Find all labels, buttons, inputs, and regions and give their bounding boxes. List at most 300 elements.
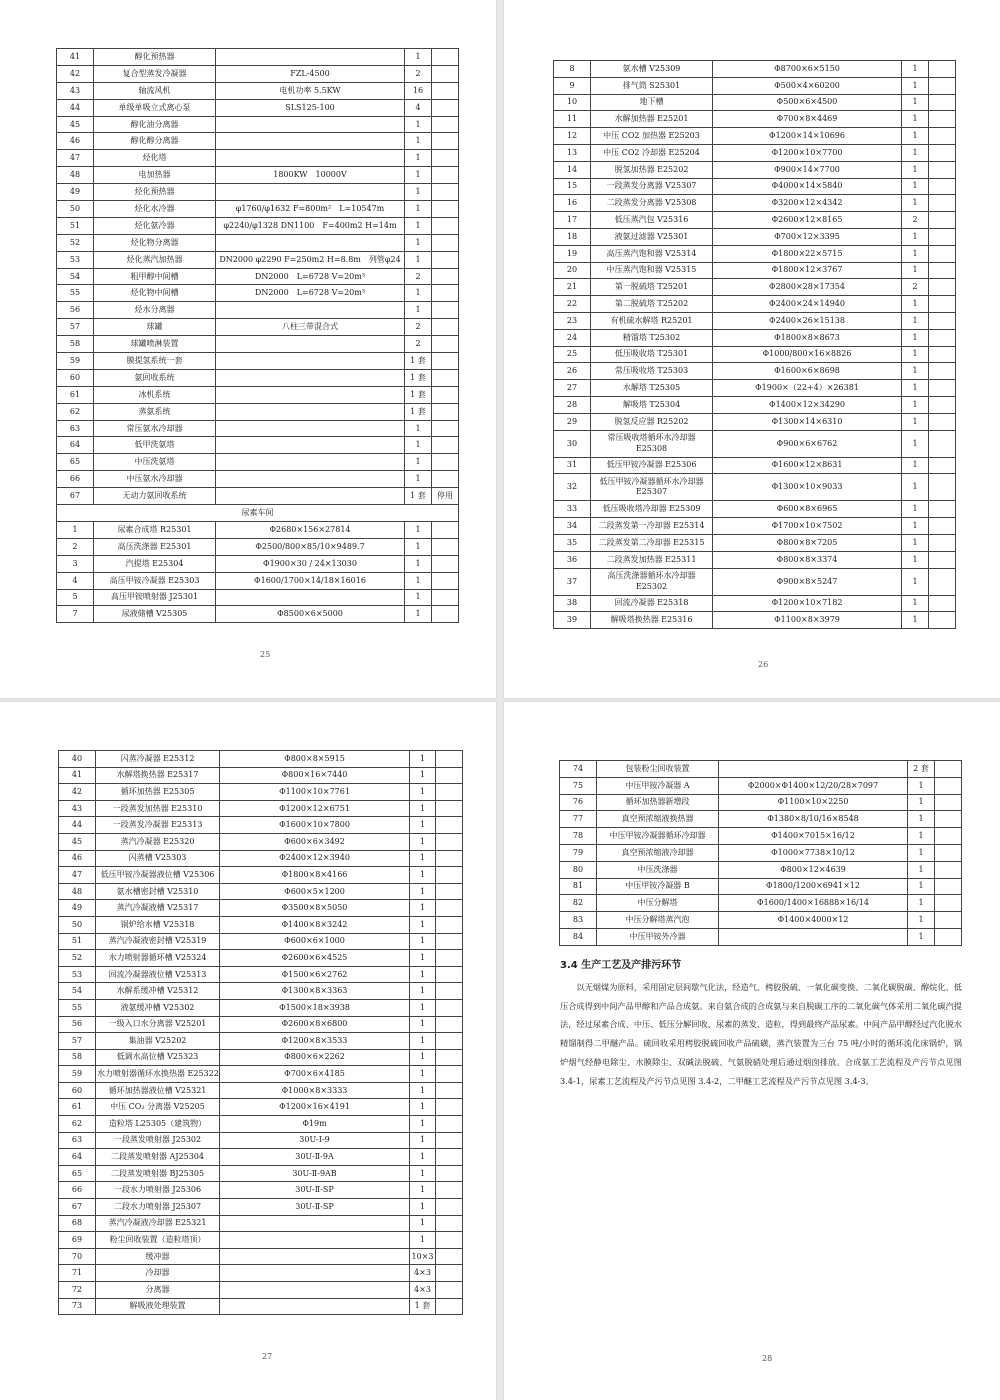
cell-name: 地下槽 bbox=[591, 94, 713, 111]
cell-index: 43 bbox=[57, 82, 94, 99]
table-row bbox=[554, 262, 956, 279]
cell-remark bbox=[935, 761, 962, 778]
cell-spec: Φ3200×12×4342 bbox=[713, 195, 902, 212]
cell-spec: Φ1300×14×6310 bbox=[713, 413, 902, 430]
cell-qty: 1 bbox=[902, 128, 929, 145]
cell-name: 脱氢加热器 E25202 bbox=[591, 161, 713, 178]
cell-index: 53 bbox=[57, 251, 94, 268]
cell-name: 精馏塔 T25302 bbox=[591, 329, 713, 346]
table-row bbox=[57, 319, 459, 336]
cell-index: 59 bbox=[59, 1066, 96, 1083]
table-row bbox=[57, 234, 459, 251]
cell-qty: 1 bbox=[410, 883, 436, 900]
table-row bbox=[554, 430, 956, 457]
cell-spec: Φ1900×（22+4）×26381 bbox=[713, 380, 902, 397]
cell-remark bbox=[929, 413, 956, 430]
cell-name: 造粒塔 L25305（建筑物） bbox=[96, 1116, 220, 1133]
cell-spec: Φ1800×8×4166 bbox=[220, 867, 410, 884]
cell-name: 一段蒸发喷射器 J25302 bbox=[96, 1132, 220, 1149]
cell-remark bbox=[436, 900, 463, 917]
cell-qty: 2 bbox=[405, 336, 432, 353]
cell-name: 蒸汽冷凝液密封槽 V25319 bbox=[96, 933, 220, 950]
cell-index: 37 bbox=[554, 568, 591, 595]
cell-spec: Φ800×8×7205 bbox=[713, 534, 902, 551]
cell-spec: φ2240/φ1328 DN1100 F=400m2 H=14m bbox=[216, 217, 405, 234]
cell-name: 循环加热器液位槽 V25321 bbox=[96, 1082, 220, 1099]
table-row bbox=[554, 212, 956, 229]
cell-remark bbox=[436, 1182, 463, 1199]
cell-qty: 1 bbox=[902, 551, 929, 568]
table-row bbox=[59, 833, 463, 850]
table-row bbox=[57, 133, 459, 150]
table-row bbox=[59, 916, 463, 933]
cell-index: 2 bbox=[57, 538, 94, 555]
cell-remark bbox=[929, 228, 956, 245]
cell-remark bbox=[929, 474, 956, 501]
table-row bbox=[59, 966, 463, 983]
cell-spec: Φ1600×10×7800 bbox=[220, 817, 410, 834]
cell-name: 二段蒸发第一冷却器 E25314 bbox=[591, 518, 713, 535]
table-row bbox=[59, 950, 463, 967]
cell-remark bbox=[432, 555, 459, 572]
cell-index: 23 bbox=[554, 312, 591, 329]
cell-remark bbox=[432, 201, 459, 218]
cell-index: 47 bbox=[57, 150, 94, 167]
cell-qty: 1 套 bbox=[410, 1298, 436, 1315]
cell-spec: DN2000 L=6728 V=20m³ bbox=[216, 268, 405, 285]
cell-name: 第一脱硫塔 T25201 bbox=[591, 279, 713, 296]
cell-qty: 2 bbox=[902, 212, 929, 229]
cell-index: 45 bbox=[59, 833, 96, 850]
cell-index: 43 bbox=[59, 800, 96, 817]
table-row bbox=[57, 572, 459, 589]
page-25 bbox=[0, 0, 496, 698]
cell-qty: 1 套 bbox=[405, 386, 432, 403]
cell-name: 排气筒 S25301 bbox=[591, 77, 713, 94]
table-row bbox=[57, 201, 459, 218]
table-row bbox=[554, 518, 956, 535]
table-row bbox=[560, 861, 962, 878]
table-row bbox=[57, 336, 459, 353]
cell-index: 31 bbox=[554, 457, 591, 474]
cell-remark bbox=[929, 161, 956, 178]
cell-remark bbox=[929, 534, 956, 551]
cell-index: 64 bbox=[57, 437, 94, 454]
cell-qty: 1 bbox=[410, 1049, 436, 1066]
page-28 bbox=[504, 702, 1000, 1400]
table-row bbox=[560, 928, 962, 945]
cell-qty: 2 bbox=[405, 319, 432, 336]
page-number: 27 bbox=[262, 1352, 273, 1361]
cell-spec: Φ1600/1400×16888×16/14 bbox=[719, 895, 908, 912]
table-row bbox=[554, 396, 956, 413]
cell-index: 74 bbox=[560, 761, 597, 778]
cell-index: 7 bbox=[57, 606, 94, 623]
cell-remark bbox=[432, 217, 459, 234]
section-row bbox=[57, 505, 459, 522]
cell-remark bbox=[432, 268, 459, 285]
cell-remark bbox=[929, 595, 956, 612]
cell-remark bbox=[432, 369, 459, 386]
cell-index: 19 bbox=[554, 245, 591, 262]
cell-index: 39 bbox=[554, 612, 591, 629]
cell-qty: 1 bbox=[410, 1215, 436, 1232]
table-row bbox=[560, 844, 962, 861]
table-row bbox=[57, 184, 459, 201]
cell-index: 24 bbox=[554, 329, 591, 346]
cell-spec: Φ800×12×4639 bbox=[719, 861, 908, 878]
cell-spec: Φ19m bbox=[220, 1116, 410, 1133]
cell-spec: Φ700×6×4185 bbox=[220, 1066, 410, 1083]
table-row bbox=[554, 595, 956, 612]
cell-spec: Φ1400×12×34290 bbox=[713, 396, 902, 413]
cell-qty: 1 bbox=[908, 895, 935, 912]
cell-index: 83 bbox=[560, 912, 597, 929]
cell-index: 72 bbox=[59, 1282, 96, 1299]
cell-remark bbox=[929, 262, 956, 279]
cell-qty: 2 bbox=[405, 268, 432, 285]
cell-spec bbox=[216, 369, 405, 386]
table-row bbox=[554, 501, 956, 518]
cell-spec: Φ2400×12×3940 bbox=[220, 850, 410, 867]
cell-qty: 1 bbox=[410, 800, 436, 817]
cell-name: 一段蒸发分离器 V25307 bbox=[591, 178, 713, 195]
cell-spec: Φ700×8×4469 bbox=[713, 111, 902, 128]
table-row bbox=[59, 1282, 463, 1299]
cell-qty: 1 bbox=[902, 312, 929, 329]
cell-name: 无动力氨回收系统 bbox=[94, 488, 216, 505]
cell-remark bbox=[432, 336, 459, 353]
cell-qty: 1 bbox=[902, 612, 929, 629]
cell-name: 烃化氨冷器 bbox=[94, 217, 216, 234]
cell-name: 中压 CO2 加热器 E25203 bbox=[591, 128, 713, 145]
cell-qty: 1 bbox=[405, 454, 432, 471]
cell-remark bbox=[935, 777, 962, 794]
table-row bbox=[554, 568, 956, 595]
cell-name: 真空预浓缩液换热器 bbox=[597, 811, 719, 828]
cell-name: 锅炉给水槽 V25318 bbox=[96, 916, 220, 933]
cell-spec: Φ1900×30 / 24×13030 bbox=[216, 555, 405, 572]
table-row bbox=[57, 99, 459, 116]
cell-spec bbox=[216, 471, 405, 488]
cell-remark bbox=[929, 61, 956, 78]
cell-qty: 1 bbox=[405, 572, 432, 589]
cell-remark bbox=[436, 1099, 463, 1116]
cell-remark bbox=[436, 751, 463, 768]
cell-name: 分离器 bbox=[96, 1282, 220, 1299]
cell-remark bbox=[935, 828, 962, 845]
cell-spec: 八柱三带混合式 bbox=[216, 319, 405, 336]
cell-name: 尿液储槽 V25305 bbox=[94, 606, 216, 623]
equipment-table-p28 bbox=[559, 760, 962, 946]
cell-remark bbox=[436, 1265, 463, 1282]
cell-index: 70 bbox=[59, 1248, 96, 1265]
cell-spec: Φ900×6×6762 bbox=[713, 430, 902, 457]
cell-name: 中压 CO₂ 分离器 V25205 bbox=[96, 1099, 220, 1116]
table-row bbox=[554, 457, 956, 474]
cell-remark bbox=[432, 150, 459, 167]
cell-remark bbox=[436, 1215, 463, 1232]
table-row bbox=[560, 828, 962, 845]
cell-spec: Φ1200×10×7700 bbox=[713, 144, 902, 161]
cell-remark bbox=[436, 1298, 463, 1315]
cell-qty: 1 bbox=[908, 811, 935, 828]
cell-index: 49 bbox=[57, 184, 94, 201]
cell-name: 中压 CO2 冷却器 E25204 bbox=[591, 144, 713, 161]
table-row bbox=[57, 555, 459, 572]
cell-name: 第二脱硫塔 T25202 bbox=[591, 296, 713, 313]
page-26 bbox=[504, 0, 1000, 698]
cell-name: 回流冷凝器液位槽 V25313 bbox=[96, 966, 220, 983]
cell-remark bbox=[432, 99, 459, 116]
cell-name: 蒸氨系统 bbox=[94, 403, 216, 420]
cell-index: 42 bbox=[57, 65, 94, 82]
cell-qty: 1 bbox=[902, 61, 929, 78]
cell-remark bbox=[929, 612, 956, 629]
cell-qty: 1 bbox=[410, 817, 436, 834]
cell-spec: DN2000 L=6728 V=20m³ bbox=[216, 285, 405, 302]
table-row bbox=[57, 150, 459, 167]
cell-spec: Φ1000/800×16×8826 bbox=[713, 346, 902, 363]
cell-index: 9 bbox=[554, 77, 591, 94]
cell-spec: Φ2800×28×17354 bbox=[713, 279, 902, 296]
cell-qty: 1 bbox=[405, 538, 432, 555]
cell-name: 汽提塔 E25304 bbox=[94, 555, 216, 572]
table-row bbox=[554, 195, 956, 212]
cell-name: 集油器 V25202 bbox=[96, 1033, 220, 1050]
cell-qty: 1 bbox=[902, 413, 929, 430]
table-row bbox=[59, 1033, 463, 1050]
cell-qty: 1 bbox=[405, 49, 432, 66]
cell-remark bbox=[436, 817, 463, 834]
cell-name: 中压分解塔蒸汽泡 bbox=[597, 912, 719, 929]
table-row bbox=[57, 268, 459, 285]
cell-spec: φ1760/φ1632 F=800m² L=10547m bbox=[216, 201, 405, 218]
cell-index: 55 bbox=[57, 285, 94, 302]
cell-qty: 1 bbox=[410, 1016, 436, 1033]
cell-remark bbox=[432, 521, 459, 538]
cell-qty: 1 bbox=[908, 912, 935, 929]
table-row bbox=[554, 61, 956, 78]
cell-index: 36 bbox=[554, 551, 591, 568]
cell-spec: Φ1800×8×8673 bbox=[713, 329, 902, 346]
cell-spec bbox=[216, 454, 405, 471]
cell-remark bbox=[432, 386, 459, 403]
cell-qty: 1 bbox=[902, 296, 929, 313]
cell-qty: 1 bbox=[410, 833, 436, 850]
cell-index: 65 bbox=[59, 1165, 96, 1182]
cell-qty: 1 bbox=[902, 518, 929, 535]
cell-spec: 电机功率 5.5KW bbox=[216, 82, 405, 99]
table-row bbox=[554, 551, 956, 568]
cell-index: 79 bbox=[560, 844, 597, 861]
table-row bbox=[59, 999, 463, 1016]
table-row bbox=[59, 767, 463, 784]
cell-qty: 1 bbox=[410, 784, 436, 801]
cell-index: 44 bbox=[57, 99, 94, 116]
table-row bbox=[59, 1066, 463, 1083]
cell-index: 60 bbox=[59, 1082, 96, 1099]
cell-spec: Φ800×6×2262 bbox=[220, 1049, 410, 1066]
cell-spec: Φ1600×6×8698 bbox=[713, 363, 902, 380]
cell-qty: 1 bbox=[410, 950, 436, 967]
cell-index: 16 bbox=[554, 195, 591, 212]
cell-remark bbox=[929, 363, 956, 380]
table-row bbox=[554, 94, 956, 111]
cell-qty: 1 bbox=[405, 521, 432, 538]
table-row bbox=[59, 1082, 463, 1099]
cell-qty: 1 bbox=[410, 933, 436, 950]
cell-index: 67 bbox=[59, 1199, 96, 1216]
cell-remark bbox=[436, 966, 463, 983]
cell-name: 烃化水冷器 bbox=[94, 201, 216, 218]
cell-index: 58 bbox=[59, 1049, 96, 1066]
cell-remark bbox=[929, 457, 956, 474]
cell-spec: Φ1500×6×2762 bbox=[220, 966, 410, 983]
cell-spec bbox=[220, 1265, 410, 1282]
cell-spec: Φ900×8×5247 bbox=[713, 568, 902, 595]
cell-remark bbox=[432, 471, 459, 488]
cell-index: 59 bbox=[57, 353, 94, 370]
cell-index: 51 bbox=[57, 217, 94, 234]
cell-qty: 1 bbox=[902, 329, 929, 346]
cell-remark bbox=[929, 518, 956, 535]
cell-qty: 1 bbox=[410, 1182, 436, 1199]
cell-index: 10 bbox=[554, 94, 591, 111]
cell-name: 烃化预热器 bbox=[94, 184, 216, 201]
cell-qty: 1 bbox=[902, 380, 929, 397]
cell-name: 低调水高位槽 V25323 bbox=[96, 1049, 220, 1066]
cell-name: 循环加热器 E25305 bbox=[96, 784, 220, 801]
cell-remark bbox=[929, 380, 956, 397]
cell-spec bbox=[216, 589, 405, 606]
cell-name: 烃化塔 bbox=[94, 150, 216, 167]
cell-name: 水解系缓冲槽 V25312 bbox=[96, 983, 220, 1000]
cell-spec: Φ1300×8×3363 bbox=[220, 983, 410, 1000]
table-row bbox=[57, 386, 459, 403]
cell-qty: 1 bbox=[405, 251, 432, 268]
cell-spec: Φ2500/800×85/10×9489.7 bbox=[216, 538, 405, 555]
cell-remark bbox=[436, 1049, 463, 1066]
cell-remark bbox=[436, 1116, 463, 1133]
cell-spec: Φ1200×10×7182 bbox=[713, 595, 902, 612]
cell-index: 29 bbox=[554, 413, 591, 430]
table-row bbox=[59, 1165, 463, 1182]
cell-qty: 1 bbox=[410, 983, 436, 1000]
cell-index: 27 bbox=[554, 380, 591, 397]
table-row bbox=[57, 589, 459, 606]
cell-spec: Φ1100×8×3979 bbox=[713, 612, 902, 629]
cell-index: 61 bbox=[57, 386, 94, 403]
cell-remark bbox=[929, 551, 956, 568]
cell-remark bbox=[929, 396, 956, 413]
cell-qty: 1 bbox=[902, 178, 929, 195]
cell-qty: 4×3 bbox=[410, 1282, 436, 1299]
table-row bbox=[554, 178, 956, 195]
table-row bbox=[554, 111, 956, 128]
cell-index: 52 bbox=[57, 234, 94, 251]
cell-spec bbox=[216, 386, 405, 403]
cell-remark bbox=[935, 861, 962, 878]
cell-qty: 1 bbox=[902, 474, 929, 501]
cell-qty: 1 bbox=[410, 916, 436, 933]
cell-qty: 1 bbox=[405, 150, 432, 167]
cell-remark bbox=[929, 329, 956, 346]
cell-spec bbox=[216, 302, 405, 319]
cell-spec: Φ2000×Φ1400×12/20/28×7097 bbox=[719, 777, 908, 794]
cell-name: 高压甲铵冷凝器 E25303 bbox=[94, 572, 216, 589]
cell-qty: 1 bbox=[908, 777, 935, 794]
cell-index: 58 bbox=[57, 336, 94, 353]
cell-index: 5 bbox=[57, 589, 94, 606]
cell-qty: 1 bbox=[405, 167, 432, 184]
cell-spec bbox=[216, 437, 405, 454]
cell-remark bbox=[929, 144, 956, 161]
section-title: 尿素车间 bbox=[57, 505, 459, 522]
cell-spec bbox=[216, 336, 405, 353]
table-row bbox=[57, 217, 459, 234]
cell-qty: 1 bbox=[902, 396, 929, 413]
cell-name: 球罐 bbox=[94, 319, 216, 336]
table-row bbox=[57, 116, 459, 133]
cell-spec: Φ500×6×4500 bbox=[713, 94, 902, 111]
table-row bbox=[554, 245, 956, 262]
cell-qty: 1 bbox=[410, 1116, 436, 1133]
cell-index: 48 bbox=[59, 883, 96, 900]
cell-remark bbox=[436, 950, 463, 967]
cell-spec: SLS125-100 bbox=[216, 99, 405, 116]
cell-spec: Φ1400×8×3242 bbox=[220, 916, 410, 933]
cell-remark bbox=[432, 589, 459, 606]
cell-index: 1 bbox=[57, 521, 94, 538]
table-row bbox=[554, 144, 956, 161]
cell-remark bbox=[436, 1165, 463, 1182]
cell-index: 80 bbox=[560, 861, 597, 878]
cell-qty: 1 bbox=[902, 430, 929, 457]
cell-index: 33 bbox=[554, 501, 591, 518]
table-row bbox=[554, 296, 956, 313]
cell-spec: Φ1200×16×4191 bbox=[220, 1099, 410, 1116]
cell-name: 低压吸收塔冷却器 E25309 bbox=[591, 501, 713, 518]
table-row bbox=[59, 1016, 463, 1033]
page-number: 28 bbox=[762, 1354, 773, 1363]
cell-qty: 1 bbox=[902, 111, 929, 128]
cell-spec: 1800KW 10000V bbox=[216, 167, 405, 184]
cell-spec: Φ8700×6×5150 bbox=[713, 61, 902, 78]
cell-qty: 1 bbox=[410, 999, 436, 1016]
cell-qty: 1 bbox=[410, 900, 436, 917]
cell-spec: Φ8500×6×5000 bbox=[216, 606, 405, 623]
table-row bbox=[57, 251, 459, 268]
cell-remark bbox=[929, 195, 956, 212]
cell-spec bbox=[719, 928, 908, 945]
cell-qty: 2 bbox=[902, 279, 929, 296]
cell-index: 56 bbox=[57, 302, 94, 319]
cell-spec: Φ1400×7015×16/12 bbox=[719, 828, 908, 845]
cell-qty: 1 bbox=[908, 828, 935, 845]
cell-name: 轴流风机 bbox=[94, 82, 216, 99]
cell-name: 回流冷凝器 E25318 bbox=[591, 595, 713, 612]
cell-spec bbox=[216, 234, 405, 251]
cell-name: 二段蒸发喷射器 AJ25304 bbox=[96, 1149, 220, 1166]
cell-remark bbox=[436, 1033, 463, 1050]
cell-qty: 1 bbox=[902, 94, 929, 111]
cell-remark bbox=[436, 1149, 463, 1166]
body-paragraph: 以无烟煤为原料，采用固定层间歇气化法，经造气、栲胶脱硫、一氧化碳变换、二氧化碳脱碳、醇烷化、低压合成得到中间产品甲醇和产品合成氨。来自氨合成的合成氨与来自脱碳工序的二氧化碳气体采用二氧化碳汽提法，经过尿素合成、中压、低压分解回收、尿素的蒸发、造粒，得到最终产品尿素。中间产品甲醇经过汽化脱水精馏制得二甲醚产品。硫回收采用栲胶脱硫回收产品硫磺，蒸汽装置为三台 75 吨/小时的循环流化床锅炉，锅炉烟气经静电除尘、水膜除尘、双碱法脱硫、气氨脱硝处理后通过烟囱排放。合成氨工艺流程及产污节点见图 3.4-1，尿素工艺流程及产污节点见图 3.4-2，二甲醚工艺流程及产污节点见图 3.4-3。 bbox=[560, 982, 962, 1086]
cell-qty: 1 bbox=[902, 534, 929, 551]
cell-remark bbox=[436, 883, 463, 900]
cell-name: 真空预浓缩液冷却器 bbox=[597, 844, 719, 861]
